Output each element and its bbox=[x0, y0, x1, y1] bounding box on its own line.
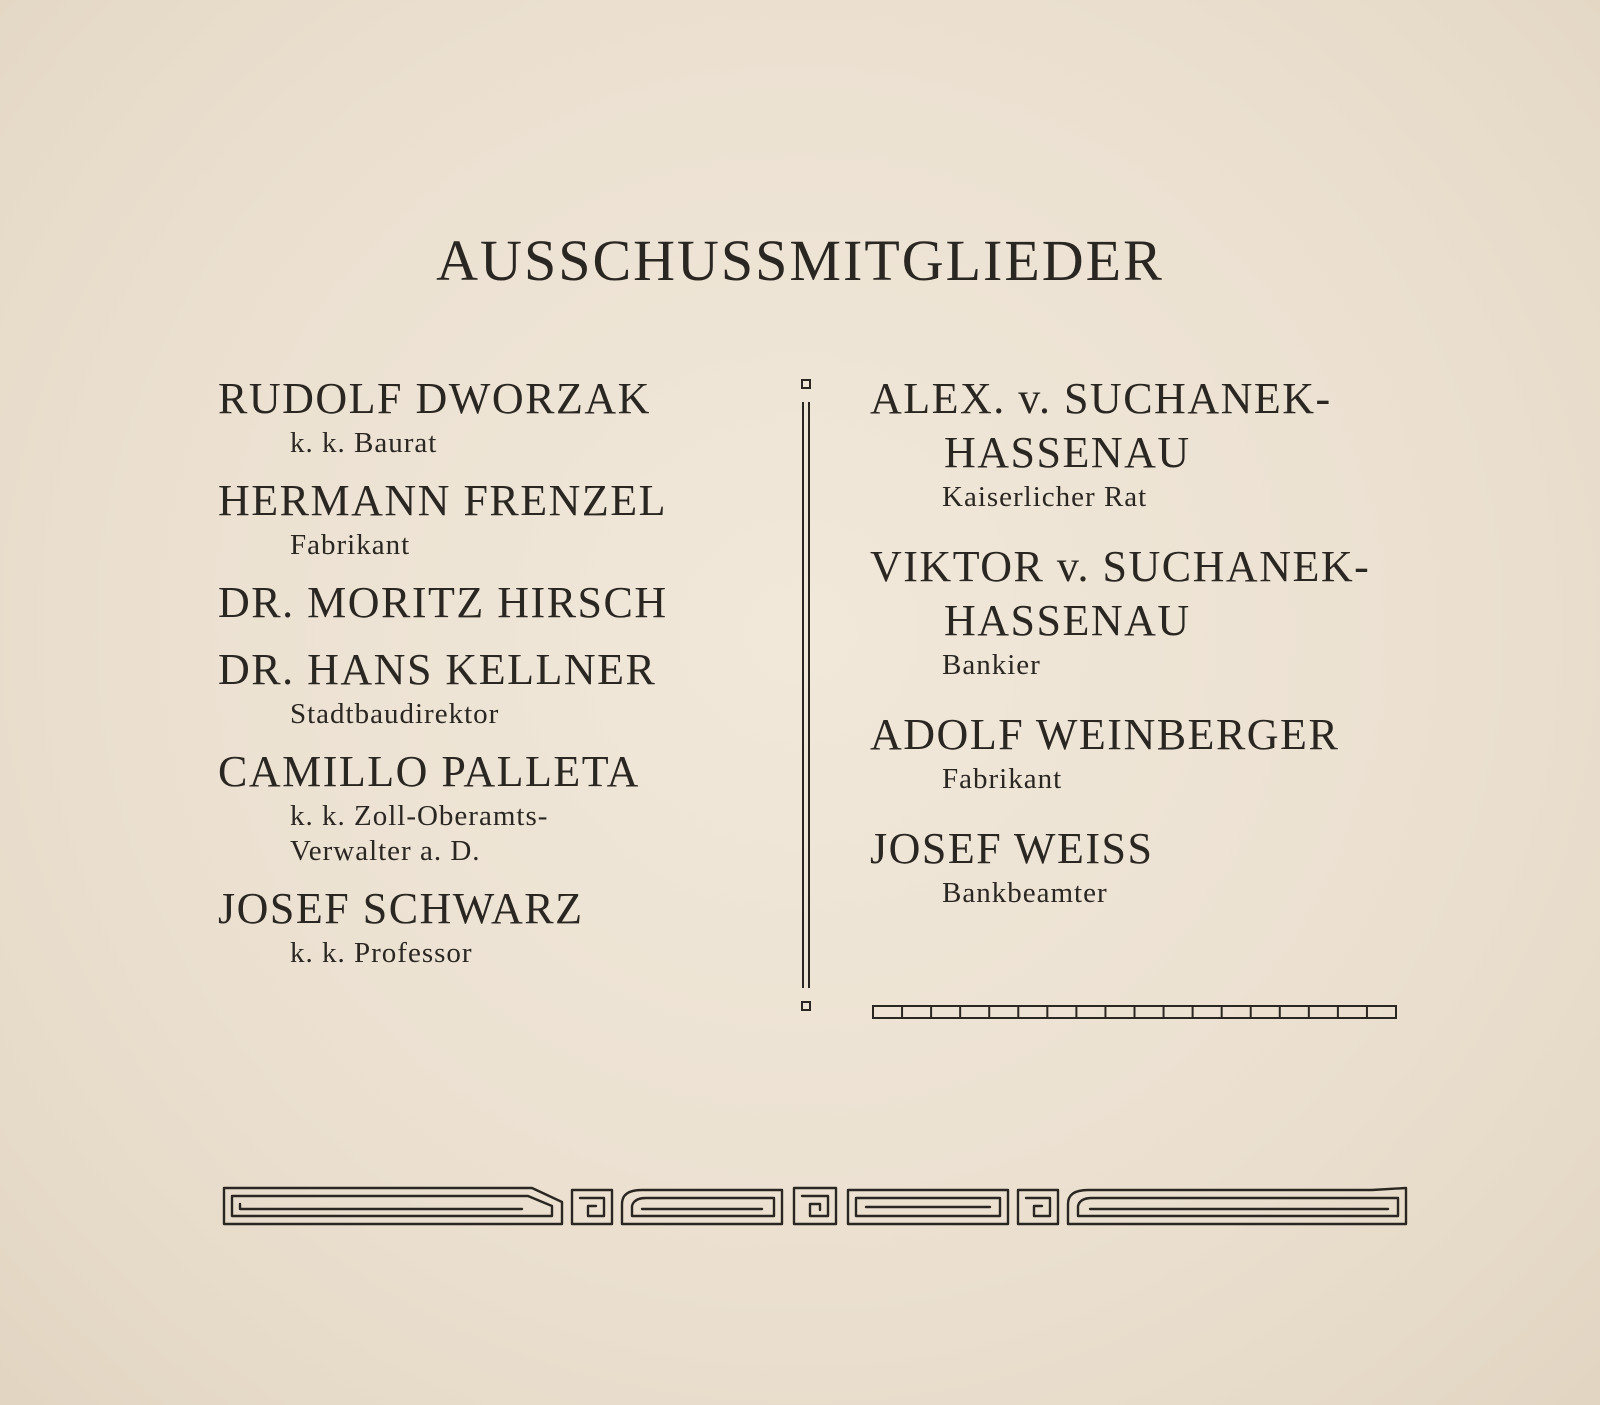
member-role-line: Stadtbaudirektor bbox=[290, 698, 500, 730]
member-role-line: Fabrikant bbox=[942, 763, 1063, 795]
page-title: AUSSCHUSSMITGLIEDER bbox=[436, 227, 1164, 293]
member-role-line: Bankbeamter bbox=[942, 877, 1108, 909]
member-entry bbox=[870, 540, 1430, 683]
member-role-line: k. k. Professor bbox=[290, 937, 473, 969]
member-role bbox=[218, 426, 758, 461]
member-role bbox=[870, 762, 1430, 797]
member-name-line: ADOLF WEINBERGER bbox=[870, 710, 1340, 759]
title-prefix: DR. bbox=[218, 578, 295, 627]
member-role-line: k. k. Baurat bbox=[290, 427, 438, 459]
member-name-row bbox=[218, 643, 758, 697]
member-role bbox=[218, 697, 758, 732]
member-name: RUDOLF DWORZAK bbox=[218, 374, 651, 423]
member-role bbox=[870, 876, 1430, 911]
member-entry bbox=[218, 882, 758, 971]
member-name-line: VIKTOR v. SUCHANEK- bbox=[870, 542, 1371, 591]
member-name-row bbox=[218, 576, 758, 630]
left-member-column bbox=[218, 372, 758, 984]
member-name bbox=[870, 372, 1430, 480]
member-role-line: Verwalter a. D. bbox=[290, 835, 481, 867]
member-entry bbox=[870, 708, 1430, 797]
member-name: MORITZ HIRSCH bbox=[307, 578, 668, 627]
member-name bbox=[870, 540, 1430, 648]
art-nouveau-border-ornament bbox=[222, 1182, 1408, 1230]
member-entry bbox=[870, 372, 1430, 515]
column-divider-ornament bbox=[795, 378, 817, 1018]
member-name-line: JOSEF WEISS bbox=[870, 824, 1154, 873]
member-entry bbox=[218, 745, 758, 869]
member-name: HANS KELLNER bbox=[307, 645, 657, 694]
title-prefix: DR. bbox=[218, 645, 295, 694]
member-name: HERMANN FRENZEL bbox=[218, 476, 668, 525]
member-name bbox=[870, 708, 1430, 762]
member-role bbox=[218, 936, 758, 971]
member-entry bbox=[218, 643, 758, 732]
member-role-line: Fabrikant bbox=[290, 529, 411, 561]
right-member-column bbox=[870, 372, 1430, 936]
member-role bbox=[870, 648, 1430, 683]
member-name: CAMILLO PALLETA bbox=[218, 747, 640, 796]
member-name bbox=[870, 822, 1430, 876]
member-entry bbox=[870, 822, 1430, 911]
member-role-line: k. k. Zoll-Oberamts- bbox=[290, 800, 549, 832]
member-name-line: HASSENAU bbox=[944, 596, 1191, 645]
member-name-line: ALEX. v. SUCHANEK- bbox=[870, 374, 1332, 423]
square-key-ornament bbox=[872, 1004, 1397, 1020]
member-role bbox=[218, 528, 758, 563]
member-name-line: HASSENAU bbox=[944, 428, 1191, 477]
member-role-line: Kaiserlicher Rat bbox=[942, 481, 1148, 513]
member-name: JOSEF SCHWARZ bbox=[218, 884, 584, 933]
member-role bbox=[218, 799, 758, 869]
member-role bbox=[870, 480, 1430, 515]
member-entry bbox=[218, 474, 758, 563]
member-role-line: Bankier bbox=[942, 649, 1041, 681]
member-entry bbox=[218, 576, 758, 630]
member-entry bbox=[218, 372, 758, 461]
